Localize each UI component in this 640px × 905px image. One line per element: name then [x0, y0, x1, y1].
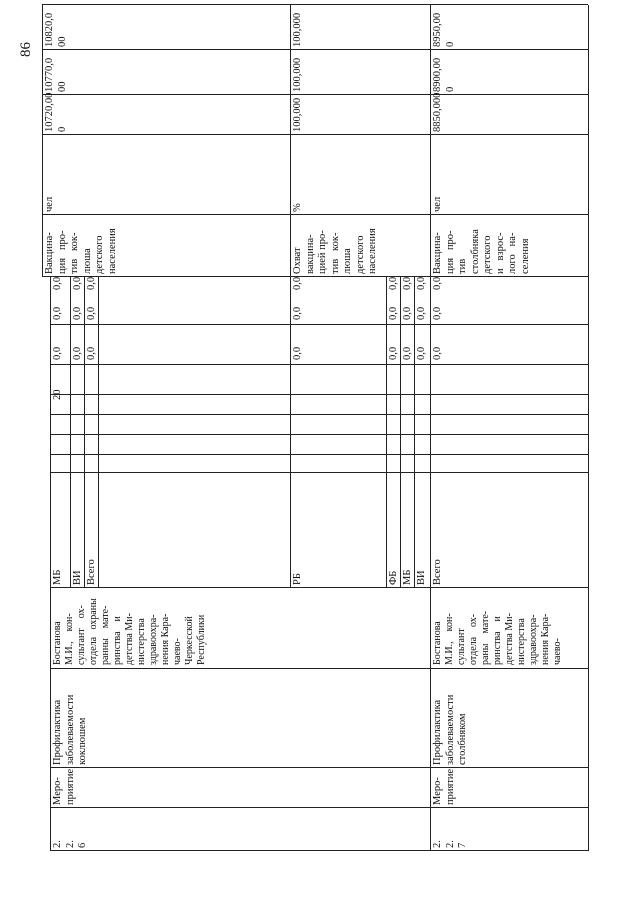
indicator-unit-line: чел: [432, 196, 443, 212]
amount-value: [388, 277, 401, 290]
row-type-line: приятие: [64, 768, 76, 805]
amount-value-line: 0,0: [416, 306, 427, 320]
row-number-line: 6: [77, 842, 88, 848]
indicator-name-line: вакцина-: [304, 234, 316, 274]
amount-value: [86, 277, 99, 290]
row-number-line: 7: [457, 842, 468, 848]
indicator-name-line: детского: [354, 235, 366, 274]
funding-source-line: ФБ: [388, 570, 399, 585]
amount-value: [292, 307, 305, 320]
indicator-name-line: люша: [342, 248, 353, 274]
indicator-value-line: 100,000: [292, 97, 303, 132]
indicator-column-rule: [42, 49, 588, 50]
amount-value: [432, 307, 445, 320]
measure-name-line: заболеваемости: [64, 694, 76, 765]
indicator-value-line: 0: [444, 86, 456, 92]
indicator-value: [292, 58, 305, 92]
amount-value-line: 0,0: [292, 306, 303, 320]
responsible-person-line: раны мате-: [480, 610, 491, 665]
amount-value-line: 0,0: [402, 346, 413, 360]
indicator-name-line: селения: [519, 238, 531, 274]
indicator-column-rule: [42, 4, 588, 5]
amount-value: [292, 347, 305, 360]
amount-value: [388, 307, 401, 320]
indicator-unit: [292, 203, 305, 212]
responsible-person-line: нения Кара-: [160, 613, 171, 665]
row-type-line: Меро-: [52, 777, 63, 805]
responsible-person-line: Республики: [196, 614, 207, 665]
indicator-value-line: 00: [56, 81, 68, 92]
funding-source: [52, 570, 65, 585]
indicator-unit-line: чел: [44, 196, 55, 212]
amount-value-line: 0,0: [416, 346, 427, 360]
indicator-row-rule: [430, 5, 431, 277]
amount-value-line: 0,0: [416, 276, 427, 290]
table-column-rule: [50, 454, 588, 455]
responsible-person: [52, 598, 208, 665]
row-type-line: Меро-: [432, 777, 443, 805]
amount-value-line: 0,0: [292, 346, 303, 360]
indicator-column-rule: [42, 276, 588, 277]
responsible-person-line: нистерства: [516, 618, 527, 665]
source-row-rule: [414, 277, 415, 588]
indicator-value: [292, 13, 305, 47]
indicator-value-line: 100,000: [292, 57, 303, 92]
table-bottom-rule: [588, 277, 589, 851]
funding-source-line: РБ: [292, 573, 303, 585]
responsible-person-line: ранны мате-: [100, 605, 111, 665]
row-number-line: 2.: [444, 840, 456, 848]
amount-value: [416, 307, 429, 320]
amount-value: [292, 277, 305, 290]
indicator-name-line: детского: [94, 235, 105, 274]
responsible-person-line: детства Ми-: [124, 613, 135, 665]
responsible-person-line: чаево-: [172, 638, 183, 665]
responsible-person-line: ринства и: [492, 616, 503, 665]
amount-value: [86, 307, 99, 320]
source-row-rule: [98, 277, 99, 588]
amount-value-line: 0,0: [388, 306, 399, 320]
indicator-value-line: 10770,0: [44, 57, 55, 92]
amount-value: [52, 347, 65, 360]
measure-name-line: Профилактика: [432, 699, 443, 765]
row-number-line: 2.: [52, 840, 63, 848]
table-column-rule: [50, 364, 588, 365]
row-number: [52, 840, 90, 848]
responsible-person-line: детства Ми-: [504, 613, 515, 665]
indicator-name-line: ция про-: [444, 230, 456, 274]
source-row-rule: [400, 277, 401, 588]
responsible-person-line: ринства и: [112, 616, 123, 665]
indicator-name-line: лого на-: [507, 232, 518, 274]
responsible-person-line: Бостанова: [432, 621, 443, 665]
amount-value: [432, 277, 445, 290]
indicator-name-line: столбняка: [469, 229, 481, 274]
funding-source: [292, 573, 305, 585]
amount-value: [416, 347, 429, 360]
year-label: [52, 390, 65, 401]
responsible-person-line: чаево-: [552, 638, 563, 665]
row-number-line: 2.: [432, 840, 443, 848]
amount-value-line: 0,0: [52, 306, 63, 320]
table-column-rule: [50, 434, 588, 435]
row-number-line: 2.: [64, 840, 76, 848]
table-column-rule: [50, 587, 588, 588]
indicator-column-rule: [42, 134, 588, 135]
funding-source-line: ВИ: [72, 570, 83, 585]
responsible-person-line: сультант ох-: [76, 605, 87, 665]
indicator-row-rule: [290, 5, 291, 277]
indicator-unit-line: %: [292, 203, 303, 212]
indicator-name-line: тив кок-: [329, 232, 341, 274]
amount-value: [432, 347, 445, 360]
measure-name: [432, 695, 470, 765]
row-type: [432, 769, 457, 805]
amount-value-line: 0,0: [52, 276, 63, 290]
table-column-rule: [50, 472, 588, 473]
responsible-person-line: отдела ох-: [468, 613, 479, 665]
amount-value: [402, 347, 415, 360]
source-row-rule: [386, 277, 387, 588]
amount-value: [402, 277, 415, 290]
funding-source: [416, 570, 429, 585]
measure-name-line: столбняком: [457, 713, 468, 765]
row-number: [432, 840, 470, 848]
funding-source-line: МБ: [52, 569, 63, 585]
indicator-name-line: населения: [106, 228, 118, 274]
indicator-name-line: люша: [81, 248, 93, 274]
indicator-value: [432, 93, 445, 132]
indicator-value-line: 00: [56, 36, 68, 47]
table-column-rule: [50, 850, 588, 851]
measure-name: [52, 695, 90, 765]
amount-value-line: 0,0: [72, 306, 83, 320]
funding-source: [402, 570, 415, 585]
amount-value: [388, 347, 401, 360]
responsible-person-line: здравоохра-: [148, 614, 159, 665]
indicator-value: [432, 13, 457, 47]
responsible-person: [432, 611, 564, 665]
source-row-rule: [84, 277, 85, 588]
indicator-value: [44, 13, 69, 47]
indicator-name: [292, 228, 380, 274]
funding-source-line: МБ: [402, 569, 413, 585]
funding-source: [86, 559, 99, 585]
indicator-name-line: Вакцина-: [44, 232, 55, 274]
amount-value-line: 0,0: [402, 306, 413, 320]
amount-value-line: 0,0: [52, 346, 63, 360]
responsible-person-line: Черкесской: [184, 616, 195, 665]
header-rule: [50, 277, 51, 588]
indicator-name-line: ция про-: [56, 230, 68, 274]
indicator-name-line: цией про-: [317, 230, 328, 274]
amount-value-line: 0,0: [72, 346, 83, 360]
indicator-name-line: детского: [482, 235, 493, 274]
indicator-column-rule: [42, 94, 588, 95]
indicator-name-line: тив кок-: [69, 232, 80, 274]
row-type-line: приятие: [444, 768, 456, 805]
funding-source-line: ВИ: [416, 570, 427, 585]
amount-value: [52, 307, 65, 320]
amount-value-line: 0,0: [432, 306, 443, 320]
row-type: [52, 769, 77, 805]
funding-source: [72, 570, 85, 585]
funding-source: [432, 559, 445, 585]
indicator-unit: [432, 197, 445, 212]
funding-source-line: Всего: [86, 559, 97, 585]
indicator-value-line: 0: [56, 126, 68, 132]
table-column-rule: [50, 324, 588, 325]
amount-value: [416, 277, 429, 290]
amount-value-line: 0,0: [388, 346, 399, 360]
amount-value-line: 0,0: [388, 276, 399, 290]
indicator-value-line: 10820,0: [44, 12, 55, 47]
measure-name-line: коклюшем: [77, 717, 88, 765]
amount-value-line: 0,0: [72, 276, 83, 290]
indicator-value-line: 8900,00: [432, 57, 443, 92]
indicator-value-line: 10720,00: [44, 92, 55, 132]
indicator-value: [44, 93, 69, 132]
indicator-value: [44, 58, 69, 92]
indicator-name-line: тив: [457, 258, 468, 274]
amount-value-line: 0,0: [86, 346, 97, 360]
indicator-column-rule: [42, 214, 588, 215]
responsible-person-line: здравоохра-: [528, 614, 539, 665]
indicator-value: [432, 58, 457, 92]
funding-source-line: Всего: [432, 559, 443, 585]
amount-value: [72, 277, 85, 290]
amount-value-line: 0,0: [402, 276, 413, 290]
indicator-name-line: Охват: [292, 247, 303, 274]
measure-name-line: заболеваемости: [444, 694, 456, 765]
responsible-person-line: М.И., кон-: [444, 613, 455, 665]
indicator-name-line: и взрос-: [494, 232, 506, 274]
responsible-person-line: отдела охраны: [88, 598, 99, 665]
indicator-name: [44, 228, 119, 274]
indicator-name-line: Вакцина-: [432, 232, 443, 274]
indicator-value-line: 100,000: [292, 12, 303, 47]
indicator-value-line: 8950,00: [432, 12, 443, 47]
page-number: 86: [18, 42, 34, 57]
table-column-rule: [50, 414, 588, 415]
funding-source: [388, 571, 401, 585]
table-column-rule: [50, 767, 588, 768]
indicator-value-line: 0: [444, 41, 456, 47]
amount-value: [86, 347, 99, 360]
amount-value-line: 0,0: [292, 276, 303, 290]
indicator-name-line: населения: [367, 228, 378, 274]
indicator-value: [292, 98, 305, 132]
responsible-person-line: Бостанова: [52, 621, 63, 665]
indicator-name: [432, 229, 532, 274]
responsible-person-line: нистерства: [136, 618, 147, 665]
indicator-unit: [44, 197, 57, 212]
amount-value-line: 0,0: [86, 306, 97, 320]
amount-value-line: 0,0: [432, 276, 443, 290]
source-row-rule: [290, 277, 291, 588]
responsible-person-line: сультант: [456, 628, 467, 665]
responsible-person-line: нения Кара-: [540, 613, 551, 665]
responsible-person-line: М.И., кон-: [64, 613, 75, 665]
measure-name-line: Профилактика: [52, 699, 63, 765]
table-column-rule: [50, 394, 588, 395]
amount-value: [52, 277, 65, 290]
indicator-value-line: 8850,000: [432, 92, 443, 132]
amount-value: [72, 347, 85, 360]
amount-value: [402, 307, 415, 320]
table-column-rule: [50, 807, 588, 808]
amount-value-line: 0,0: [432, 346, 443, 360]
indicator-bottom-rule: [588, 5, 589, 277]
amount-value-line: 0,0: [86, 276, 97, 290]
year-label-line: 20: [52, 389, 63, 400]
source-row-rule: [70, 277, 71, 588]
table-column-rule: [50, 668, 588, 669]
amount-value: [72, 307, 85, 320]
